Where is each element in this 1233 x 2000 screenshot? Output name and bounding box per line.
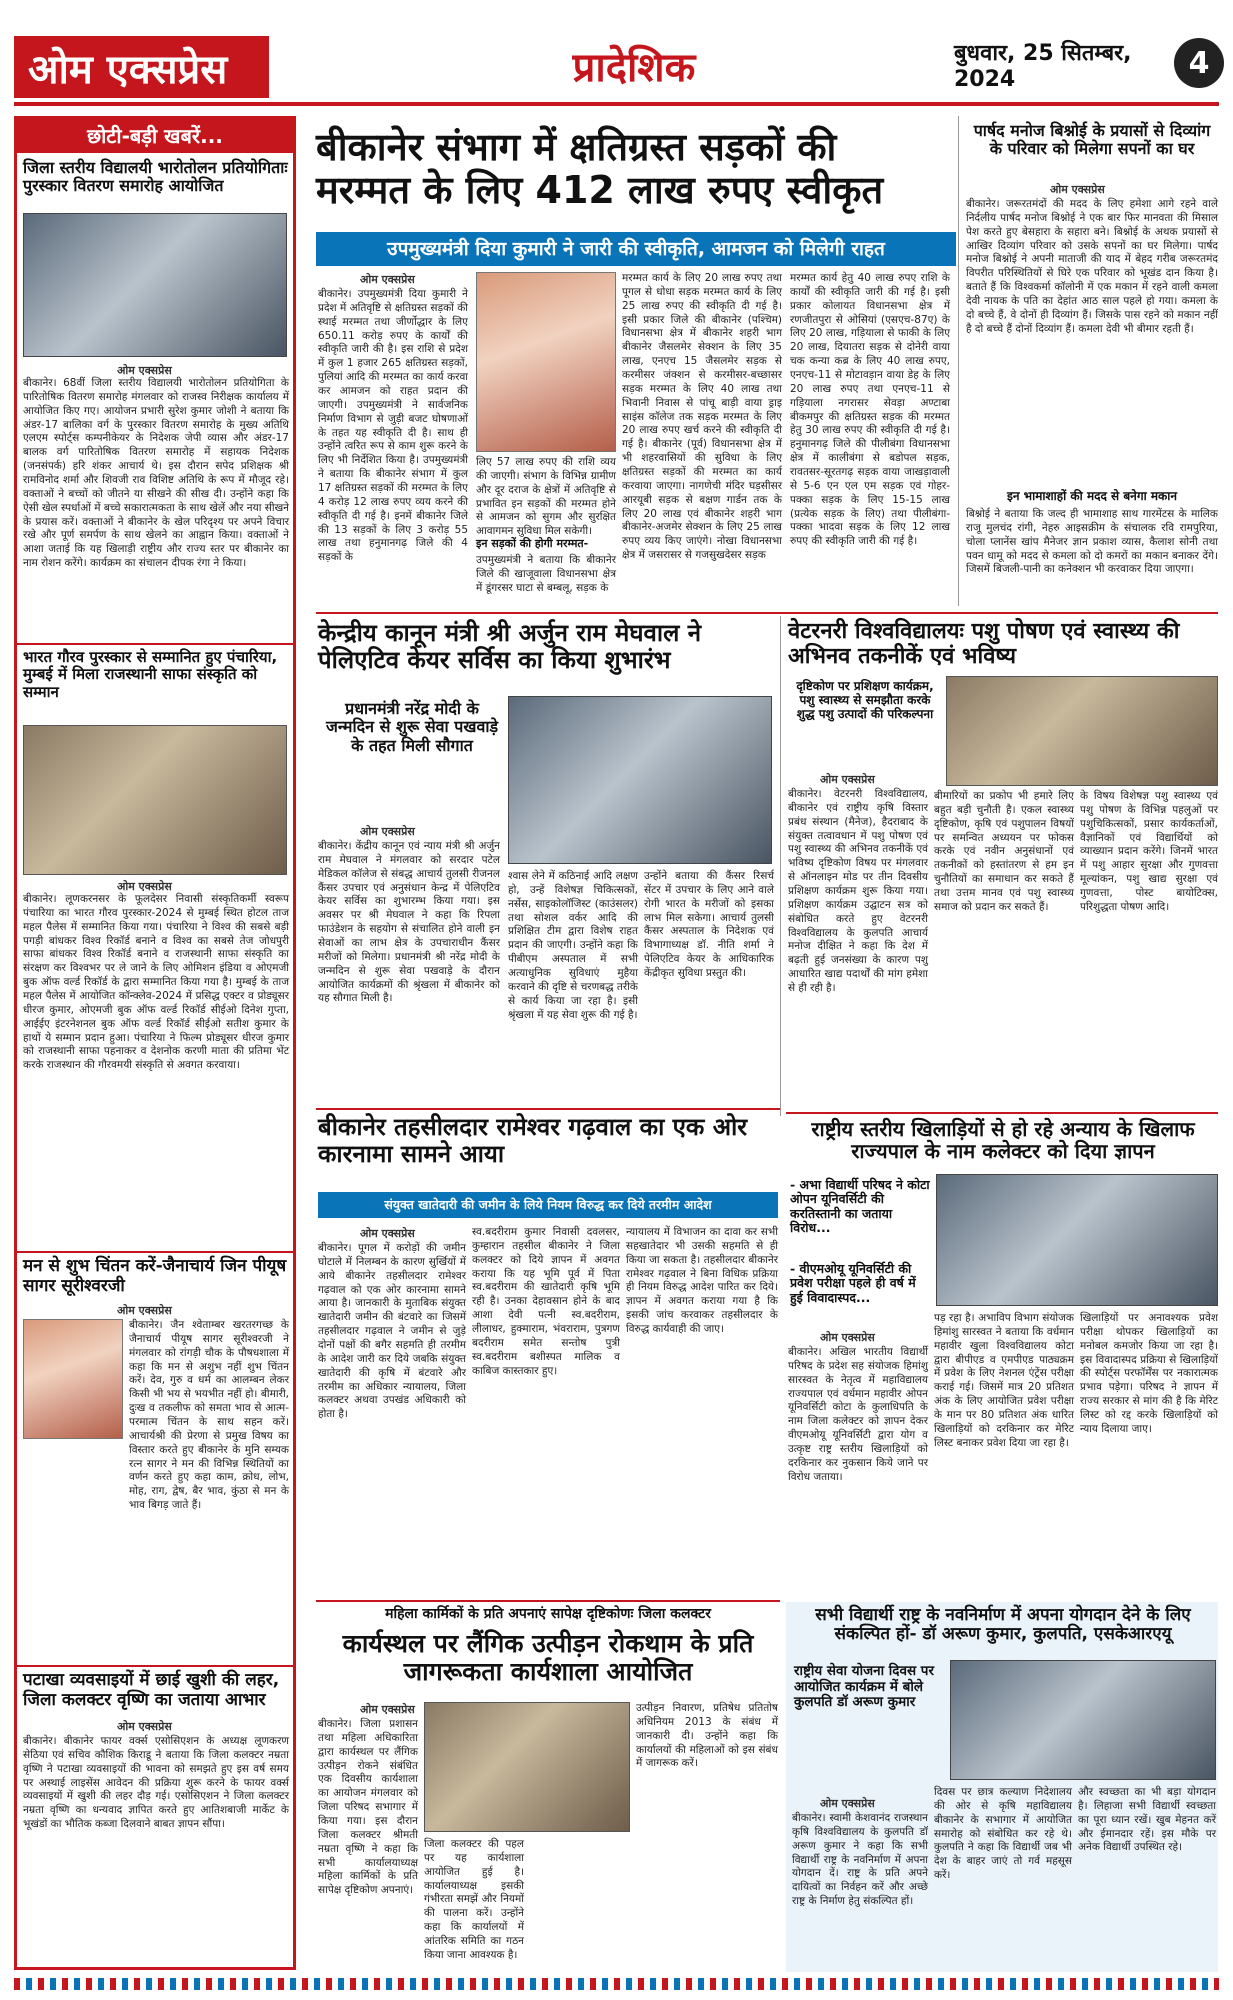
sidebar-s3-byline: ओम एक्सप्रेस (117, 1304, 172, 1317)
column-rule (958, 116, 959, 606)
sidebar-s3-title: मन से शुभ चिंतन करें-जैनाचार्य जिन पीयूष सागर सूरीश्वरजी (23, 1256, 287, 1296)
tehsildar-subhead: संयुक्त खातेदारी की जमीन के लिये नियम विरुद्ध कर दिये तरमीम आदेश (318, 1192, 778, 1218)
sidebar-s1-title: जिला स्तरीय विद्यालयी भारोतोलन प्रतियोगिताः पुरस्कार वितरण समारोह आयोजित (23, 158, 288, 196)
tehsildar-col2: स्व.बदरीराम कुमार निवासी दवलसर, कुम्हारान तहसील बीकानेर ने जिला कलक्टर को दिये ज्ञापन में अवगत कराया कि यह भूमि पूर्व में पिता स्व.बदरीराम की खातेदारी कृषि भूमि रही है। उनका देहावसान होने के बाद आशा देवी पत्नी स्व.बदरीराम, लीलाधर, हुक्माराम, भंवराराम, पुत्रगण बदरीराम समेत सन्तोष पुत्री स्व.बदरीराम बशीस्पत मालिक व काबिज कास्तकार हुए। (472, 1226, 620, 1377)
sidebar-s4-body: बीकानेर। बीकानेर फायर वर्क्स एसोसिएशन के अध्यक्ष लूणकरण सेठिया एवं सचिव कौशिक किराडू ने बताया कि जिला कलक्टर नम्रता वृष्णि ने पटाखा व्यवसाइयों की भावना को समझते हुए इस वर्ष समय पर अस्थाई लाइसेंस आवेदन की प्रक्रिया शुरू करने के फायर वर्क्स व्यवसाइयों में खुशी की लहर दौड़ गई। एसोसिएशन ने जिला कलक्टर नम्रता वृष्णि का धन्यवाद ज्ञापित करते हुए आतिशबाजी मार्केट के भूखंडों का भौतिक कब्जा दिलवाने बाबत ज्ञापन सौंपा। (23, 1735, 289, 1831)
vet-col2: बीमारियों का प्रकोप भी हमारे लिए बहुत बड़ी चुनौती है। एकल स्वास्थ्य दृष्टिकोण, कृषि एवं पशुपालन विषयों पर समन्वित अध्ययन पर फोकस करके एवं नवीन अनुसंधानों एवं तकनीकों को हस्तांतरण से हम इन चुनौतियों का समाधान कर सकते हैं तथा उत्तम मानव एवं पशु स्वास्थ्य समाज को प्रदान कर सकते हैं। (934, 790, 1074, 913)
lead-byline: ओम एक्सप्रेस (360, 273, 415, 286)
sidebar-s1-byline: ओम एक्सप्रेस (117, 364, 172, 377)
tehsildar-title: बीकानेर तहसीलदार रामेश्वर गढ़वाल का एक ओर कारनामा सामने आया (318, 1113, 748, 1168)
footer-registration-strip (14, 1978, 1219, 1990)
workshop-title: कार्यस्थल पर लैंगिक उत्पीड़न रोकथाम के प्रति जागरूकता कार्यशाला आयोजित (342, 1629, 754, 1686)
sidebar-s3-photo (23, 1319, 123, 1439)
vc-pull: राष्ट्रीय सेवा योजना दिवस पर आयोजित कार्यक्रम में बोले कुलपति डॉ अरूण कुमार (794, 1663, 934, 1711)
meghwal-col2: श्वास लेने में कठिनाई आदि लक्षण हो, उन्हें विशेषज्ञ चिकित्सकों, नर्सेस, साइकोलॉजिस्ट (काउंसलर) तथा सोशल वर्कर आदि की प्रशिक्षित टीम द्वारा विशेष राहत प्रदान की जाएगी। उन्होंने कहा कि पीबीएम अस्पताल में सभी अत्याधुनिक सुविधाएं मुहैया करवाने की दृष्टि से चरणबद्ध तरीके से कार्य किया जा रहा है। इसी श्रृंखला में यह सेवा शुरू की गई है। (508, 870, 638, 1021)
vet-col1: बीकानेर। वेटरनरी विश्वविद्यालय, बीकानेर एवं राष्ट्रीय कृषि विस्तार प्रबंध संस्थान (मैनेज), हैदराबाद के संयुक्त तत्वावधान में पशु पोषण एवं पशु स्वास्थ्य की अभिनव तकनीकें एवं भविष्य दृष्टिकोण विषय पर मंगलवार से ऑनलाइन मोड पर तीन दिवसीय प्रशिक्षण कार्यक्रम शुरू किया गया। प्रशिक्षण कार्यक्रम उद्घाटन सत्र को संबोधित करते हुए वेटरनरी विश्वविद्यालय के कुलपति आचार्य मनोज दीक्षित ने कहा कि देश में बढ़ती हुई जनसंख्या के कारण पशु आधारित खाद्य पदार्थों की मांग हमेशा से ही रही है। (788, 788, 928, 995)
workshop-photo (424, 1702, 630, 1832)
vet-col3: के विषय विशेषज्ञ पशु स्वास्थ्य एवं पशु पोषण के विभिन्न पहलुओं पर पशुचिकित्सकों, प्रसार कार्यकर्ताओं, वैज्ञानिकों एवं विद्यार्थियों को व्याख्यान प्रदान करेंगे। जिनमें भारत में पशु आहार सुरक्षा और गुणवत्ता मूल्यांकन, पशु खाद्य सुरक्षा एवं गुणवत्ता, पोस्ट बायोटिक्स, परिशुद्धता पोषण आदि। (1080, 790, 1218, 913)
tehsildar-col1: बीकानेर। पूगल में करोड़ों की जमीन घोटाले में निलम्बन के कारण सुर्खियों में आये बीकानेर तहसीलदार रामेश्वर गढ़वाल को एक ओर कारनामा सामने आया है। जानकारी के मुताबिक संयुक्त खातेदारी जमीन की बंटवारे का जिसमें तहसीलदार गढ़वाल ने जमीन से जुड़े दोनों पक्षों की बगैर सहमति ही तरमीम के आदेश जारी कर दिये जबकि संयुक्त खातेदारी की कृषि में बंटवारे और तरमीम का अधिकार न्यायालय, जिला कलक्टर अथवा उपखंड अधिकारी को होता है। (318, 1242, 466, 1421)
vc-photo (950, 1660, 1216, 1780)
meghwal-col1: बीकानेर। केंद्रीय कानून एवं न्याय मंत्री श्री अर्जुन राम मेघवाल ने मंगलवार को सरदार पटेल मेडिकल कॉलेज से संबद्ध आचार्य तुलसी रीजनल कैंसर उपचार एवं अनुसंधान केन्द्र में पेलिएटिव केयर सर्विस का शुभारम्भ किया गया। इस अवसर पर श्री मेघवाल ने कहा कि रिपला फाउंडेशन के सहयोग से संचालित होने वाली इन सेवाओं का लाभ क्षेत्र के उपचाराधीन कैंसर मरीजों को मिलेगा। प्रधानमंत्री श्री नरेंद्र मोदी के जन्मदिन से शुरू सेवा पखवाड़े के दौरान आयोजित कार्यक्रमों की श्रृंखला में बीकानेर को यह सौगात मिली है। (318, 840, 500, 1005)
meghwal-pull: प्रधानमंत्री नरेंद्र मोदी के जन्मदिन से शुरू सेवा पखवाड़े के तहत मिली सौगात (325, 699, 499, 755)
issue-date: बुधवार, 25 सितम्बर, 2024 (954, 40, 1132, 92)
sidebar-s2-title: भारत गौरव पुरस्कार से सम्मानित हुए पंचारिया, मुम्बई में मिला राजस्थानी साफा संस्कृति को सम्मान (23, 648, 278, 701)
lead-col1b: लिए 57 लाख रुपए की राशि व्यय की जाएगी। संभाग के विभिन्न ग्रामीण और दूर दराज के क्षेत्रों में अतिवृष्टि से प्रभावित इन सड़कों की मरम्मत होने से आमजन को सुगम और सुरक्षित आवागमन सुविधा मिल सकेगी। (476, 456, 616, 538)
workshop-col3: उत्पीड़न निवारण, प्रतिषेध प्रतितोष अधिनियम 2013 के संबंध में जानकारी दी। उन्होंने कहा कि कार्यालयों की महिलाओं को इस संबंध में जागरूक करें। (636, 1702, 778, 1770)
page-number: 4 (1174, 38, 1224, 88)
workshop-col2: जिला कलक्टर की पहल पर यह कार्यशाला आयोजित हुई है। कार्यालयाध्यक्ष इसकी गंभीरता समझें और नियमों की पालना करें। उन्होंने कहा कि कार्यालयों में आंतरिक समिति का गठन किया जाना आवश्यक है। (424, 1838, 524, 1961)
section-title: प्रादेशिक (572, 45, 696, 91)
governor-col1: बीकानेर। अखिल भारतीय विद्यार्थी परिषद के प्रदेश सह संयोजक हिमांशु सारस्वत के नेतृत्व में महाविद्यालय राज्यपाल एवं वर्धमान महावीर ओपन यूनिवर्सिटी कोटा के कुलाधिपति के नाम जिला कलेक्टर को ज्ञापन देकर वीएमओयू यूनिवर्सिटी द्वारा योग व उत्कृष्ट राष्ट्र स्तरीय खिलाड़ियों को दरकिनार कर नुकसान किये जाने पर विरोध जताया। (788, 1346, 928, 1483)
column-rule (780, 616, 781, 1116)
governor-photo (936, 1174, 1218, 1306)
right1-body: बीकानेर। जरूरतमंदों की मदद के लिए हमेशा आगे रहने वाले निर्दलीय पार्षद मनोज बिश्नोई ने एक बार फिर मानवता की मिसाल पेश करते हुए बेसहारा के सहारा बने। बिश्नोई के अथक प्रयासों से आखिर दिव्यांग परिवार को उसके सपनों का घर मिलेगा। पार्षद मनोज बिश्नोई ने अपनी माताजी की याद में बेहद गरीब जरूरतमंद विपरीत परिस्थितियों से घिरे एक परिवार को भूखंड दान किया है। बताते हैं कि विश्वकर्मा कॉलोनी में एक मकान में रहने वाली कमला देवी नायक के पति का देहांत आठ साल पहले हो गया। कमला के दो बच्चे हैं, वे दोनों ही दिव्यांग हैं। जिसके पास रहने को मकान नहीं है दो बच्चे हैं दोनों दिव्यांग हैं। कमला देवी भी बीमार रहती हैं। (966, 198, 1218, 335)
lead-col2: मरम्मत कार्य के लिए 20 लाख रुपए तथा पूगल से धोधा सड़क मरम्मत कार्य के लिए 25 लाख रुपए की स्वीकृति दी गई है। इसी प्रकार जिले की बीकानेर (पश्चिम) विधानसभा क्षेत्र में बीकानेर शहरी भाग बीकानेर जैसलमेर सेक्शन के लिए 35 लाख, एनएच 15 जैसलमेर सड़क से करमीसर जंक्शन से करमीसर-बच्छासर सड़क मरम्मत के लिए 40 लाख तथा भिवानी निवास से पांचू बाड़ी वाया ड्राइ साइंस कॉलेज तक सड़क मरम्मत के लिए 20 लाख रुपए खर्च करने की स्वीकृति दी गई है। बीकानेर (पूर्व) विधानसभा क्षेत्र में भी शहरवासियों की सुविधा के लिए क्षतिग्रस्त सड़कों की मरम्मत का कार्य करवाया जाएगा। नागणेची मंदिर घड़सीसर आरयूबी सड़क से बक्षण गार्डन तक के लिए 20 लाख एवं बीकानेर शहरी भाग बीकानेर-अजमेर सेक्शन के लिए 25 लाख रुपए व्यय किए जाएंगे। नोखा विधानसभा क्षेत्र में जसरासर से गजसुखदेसर सड़क (622, 272, 782, 562)
tehsildar-col3: न्यायालय में विभाजन का दावा कर सभी सहखातेदार भी उसकी सहमति से ही किया जा सकता है। तहसीलदार बीकानेर रामेश्वर गढ़वाल ने बिना विधिक प्रक्रिया ही नियम विरुद्ध आदेश पारित कर दिये। ज्ञापन में अवगत कराया गया है कि इसकी जांच करवाकर तहसीलदार के विरुद्ध कार्यवाही की जाए। (626, 1226, 778, 1336)
meghwal-byline: ओम एक्सप्रेस (360, 825, 415, 838)
vc-byline: ओम एक्सप्रेस (820, 1797, 875, 1810)
governor-pull2: - वीएमओयू यूनिवर्सिटी की प्रवेश परीक्षा पहले ही वर्ष में हुई विवादास्पद... (790, 1261, 916, 1305)
lead-col1: बीकानेर। उपमुख्यमंत्री दिया कुमारी ने प्रदेश में अतिवृष्टि से क्षतिग्रस्त सड़कों की स्थाई मरम्मत तथा जीर्णोद्धार के लिए 650.11 करोड़ रुपए के कार्यों की स्वीकृति जारी की है। इस राशि से प्रदेश में कुल 1 हजार 265 क्षतिग्रस्त सड़कों, पुलियां आदि की मरम्मत का कार्य करवा कर आमजन को राहत प्रदान की जाएगी। उपमुख्यमंत्री ने सार्वजनिक निर्माण विभाग से जुड़ी बजट घोषणाओं के तहत यह स्वीकृति दी है। साथ ही उन्होंने त्वरित रूप से काम शुरू करने के लिए भी निर्देशित किया है। उपमुख्यमंत्री ने बताया कि बीकानेर संभाग में कुल 17 क्षतिग्रस्त सड़कों की मरम्मत के लिए 4 करोड़ 12 लाख रुपए व्यय करने की स्वीकृति दी गई है। इनमें बीकानेर जिले की 13 सड़कों के लिए 3 करोड़ 55 लाख तथा हनुमानगढ़ जिले की 4 सड़कों के (318, 288, 469, 564)
right1-subhead: इन भामाशाहों की मदद से बनेगा मकान (1006, 489, 1178, 503)
divider (786, 1112, 1218, 1114)
divider (316, 1600, 780, 1602)
divider (17, 643, 293, 645)
sidebar-header: छोटी-बड़ी खबरें... (17, 119, 293, 153)
vet-title: वेटरनरी विश्वविद्यालयः पशु पोषण एवं स्वास्थ्य की अभिनव तकनीकें एवं भविष्य (788, 619, 1180, 669)
vc-col1: बीकानेर। स्वामी केशवानंद राजस्थान कृषि विश्वविद्यालय के कुलपति डॉ अरूण कुमार ने कहा कि सभी विद्यार्थी राष्ट्र के नवनिर्माण में अपना योगदान दें। राष्ट्र के प्रति अपने दायित्वों का निर्वहन करें और अच्छे राष्ट्र के निर्माण हेतु संकल्पित हों। (792, 1812, 928, 1908)
lead-col1c: उपमुख्यमंत्री ने बताया कि बीकानेर जिले की खाजूवाला विधानसभा क्षेत्र में डूंगरसर घाटा से बम्बलू, सड़क के (476, 554, 616, 594)
masthead (14, 28, 1219, 106)
lead-photo-deputy-cm (476, 272, 616, 452)
vet-photo (946, 676, 1218, 786)
sidebar-s2-photo (23, 725, 287, 875)
sidebar-s3-body: बीकानेर। जैन श्वेताम्बर खरतरगच्छ के जैनाचार्य पीयूष सागर सूरीश्वरजी ने मंगलवार को रांगड़ी चौक के पौषधशाला में कहा कि मन से अशुभ नहीं शुभ चिंतन करें। देव, गुरु व धर्म का आलम्बन लेकर किसी भी भय से भयभीत नहीं हो। बीमारी, दुःख व तकलीफ को समता भाव से आत्म-परमात्म चिंतन के साथ सहन करें। आचार्यश्री की प्रेरणा से प्रमुख विषय का विस्तार करते हुए बीकानेर के मुनि सम्यक रत्न सागर ने मन की विभिन्न स्थितियों का वर्णन करते हुए कहा काम, क्रोध, लोभ, मोह, राग, द्वेष, बैर भाव, कुंठा से मन के भाव बिगड़ जाते हैं। (129, 1319, 289, 1512)
governor-byline: ओम एक्सप्रेस (820, 1331, 875, 1344)
sidebar-short-news (14, 116, 296, 1970)
meghwal-photo (508, 696, 772, 864)
meghwal-title: केन्द्रीय कानून मंत्री श्री अर्जुन राम मेघवाल ने पेलिएटिव केयर सर्विस का किया शुभारंभ (318, 619, 702, 674)
governor-col3: खिलाड़ियों पर अनावश्यक प्रवेश परीक्षा थोपकर खिलाड़ियों का मनोबल कमजोर किया जा रहा है। इस विवादास्पद प्रक्रिया से खिलाड़ियों की स्पोर्ट्स परफॉर्मेंस पर नकारात्मक प्रभाव पड़ेगा। परिषद ने ज्ञापन में राज्य सरकार से मांग की है कि मेरिट लिस्ट को रद्द करके खिलाड़ियों को न्याय दिलाया जाए। (1080, 1312, 1218, 1435)
vc-col3: और स्वच्छता का भी बड़ा योगदान है। लिहाजा सभी विद्यार्थी स्वच्छता का पूरा ध्यान रखें। खुब मेहनत करें और ईमानदार रहें। इस मौके पर अनेक विद्यार्थी उपस्थित रहे। (1078, 1786, 1216, 1854)
vc-title: सभी विद्यार्थी राष्ट्र के नवनिर्माण में अपना योगदान देने के लिए संकल्पित हों- डॉ अरूण कुमार, कुलपति, एसकेआरएयू (815, 1605, 1191, 1645)
right1-body2: बिश्नोई ने बताया कि जल्द ही भामाशाह साथ गारमेंटस के मालिक राजू मुलचंद रांगी, नेहरु आइसक्रीम के संचालक रवि रामपुरिया, चोला प्लानेंस खांप मैनेजर ज्ञान प्रकाश व्यास, कैलाश सोनी तथा पवन धामू को मदद से कमला को दो कमरों का मकान बनाकर देंगे। जिसमें बिजली-पानी का कनेक्शन भी करवाकर दिया जाएगा। (966, 508, 1218, 576)
divider (17, 1665, 293, 1667)
right1-byline: ओम एक्सप्रेस (1050, 183, 1105, 196)
divider (316, 612, 1218, 614)
right1-title: पार्षद मनोज बिश्नोई के प्रयासों से दिव्यांग के परिवार को मिलेगा सपनों का घर (973, 121, 1211, 159)
sidebar-s4-title: पटाखा व्यवसाइयों में छाई खुशी की लहर, जिला कलक्टर वृष्णि का जताया आभार (23, 1670, 280, 1710)
divider (316, 1108, 780, 1110)
vet-pull: दृष्टिकोण पर प्रशिक्षण कार्यक्रम, पशु स्वास्थ्य से समझौता करके शुद्ध पशु उत्पादों की परिकल्पना (796, 679, 934, 721)
workshop-col1: बीकानेर। जिला प्रशासन तथा महिला अधिकारिता द्वारा कार्यस्थल पर लैंगिक उत्पीड़न रोकने संबंधित एक दिवसीय कार्यशाला का आयोजन मंगलवार को जिला परिषद सभागार में किया गया। इस दौरान जिला कलक्टर श्रीमती नम्रता वृष्णि ने कहा कि सभी कार्यालयाध्यक्ष महिला कार्मिकों के प्रति सापेक्ष दृष्टिकोण अपनाएं। (318, 1718, 418, 1897)
meghwal-col3: उन्होंने बताया की कैंसर रिसर्च सेंटर में उपचार के लिए आने वाले रोगी भारत के मरीजों को इसका लाभ मिल सकेगा। आचार्य तुलसी कैंसर अस्पताल के निदेशक एवं विभागाध्यक्ष डॉ. नीति शर्मा ने पेलिएटिव केयर के आधिकारिक केंद्रीकृत सुविधा प्रस्तुत की। (644, 870, 774, 980)
divider (17, 1251, 293, 1253)
brand-logo: ओम एक्सप्रेस (14, 36, 269, 98)
governor-pull1: - अभा विद्यार्थी परिषद ने कोटा ओपन यूनिवर्सिटी की करतिस्तानी का जताया विरोध... (790, 1177, 930, 1236)
sidebar-s3-body-cont (23, 1443, 289, 1661)
sidebar-s4-byline: ओम एक्सप्रेस (117, 1720, 172, 1733)
lead-headline: बीकानेर संभाग में क्षतिग्रस्त सड़कों की मरम्मत के लिए 412 लाख रुपए स्वीकृत (316, 125, 884, 212)
lead-subhead2: इन सड़कों की होगी मरम्मत- (476, 537, 589, 550)
sidebar-s2-body: बीकानेर। लूणकरनसर के फूलदेसर निवासी संस्कृतिकर्मी स्वरूप पंचारिया का भारत गौरव पुरस्कार-2024 से मुम्बई स्थित होटल ताज महल पैलेस में सम्मानित किया गया। पंचारिया ने विश्व की सबसे बड़ी पगड़ी बांधकर विश्व रिकॉर्ड बनाने व विश्व का सबसे तेज जोधपुरी साफा बांधकर विश्व रिकॉर्ड बनाने व राजस्थानी साफा संस्कृति का संरक्षण कर विश्वभर पर ले जाने के लिए ओमिशन इंडिया व ओएमजी बुक ऑफ वर्ल्ड रिकॉर्ड के द्वारा सम्मानित किया गया है। मुम्बई के ताज महल पैलेस में आयोजित कॉन्क्लेव-2024 में प्रसिद्ध एक्टर व प्रोड्यूसर धीरज कुमार, ओएमजी बुक ऑफ वर्ल्ड रिकॉर्ड सीईओ दिनेश गुप्ता, आईईए इंटरनेशनल बुक ऑफ वर्ल्ड रिकॉर्ड सीईओ सतीश कुमार के हाथों ये सम्मान प्रदान हुआ। पंचारिया ने फिल्म प्रोड्यूसर धीरज कुमार को राजस्थानी साफा पहनाकर व देशनोक करणी माता की प्रतिमा भेंट करके राजस्थान की गौरवमयी संस्कृति से अवगत करवाया। (23, 893, 289, 1072)
sidebar-s2-byline: ओम एक्सप्रेस (117, 880, 172, 893)
vc-col2: दिवस पर छात्र कल्याण निदेशालय की ओर से कृषि महाविद्यालय बीकानेर के सभागार में आयोजित समारोह को संबोधित कर रहे थे। कुलपति ने कहा कि विद्यार्थी जब भी देश के बाहर जाएं तो गर्व महसूस करें। (934, 1786, 1072, 1882)
sidebar-s1-photo (23, 213, 287, 357)
sidebar-s1-body: बीकानेर। 68वीं जिला स्तरीय विद्यालयी भारोतोलन प्रतियोगिता के पारितोषिक वितरण समारोह मंगलवार को राजस्व निरीक्षक कार्यालय में आयोजित किए गए। आयोजन प्रभारी सुरेश कुमार जोशी ने बताया कि अंडर-17 बालिका वर्ग के पुरस्कार वितरण समारोह के मुख्य अतिथि एलएम स्पोर्ट्स कम्पनीकेयर के निदेशक जेपी व्यास और अंडर-17 बालक वर्ग पारितोषिक वितरण समारोह में सहायक निदेशक (जनसंपर्क) हरि शंकर आचार्य थे। इस दौरान सपेद प्रशिक्षक श्री रामविनोद शर्मा और शिवजी राव विशिष्ट अतिथि के रूप में मौजूद रहे। वक्ताओं ने बच्चों को जीतने या सीखने की सीख दी। उन्होंने कहा कि ऐसी खेल स्पर्धाओं में बच्चे सकारात्मकता के साथ खेलें और नया सीखने के प्रयास करें। वक्ताओं ने बीकानेर के खेल परिदृश्य पर अपने विचार रखे और पूर्ण समर्पण के साथ खेलने का आह्वान किया। वक्ताओं ने आशा जताई कि यह खिलाड़ी राष्ट्रीय और राज्य स्तर पर बीकानेर का नाम रोशन करेंगे। कार्यक्रम का संचालन दीपक रंगा ने किया। (23, 377, 290, 570)
workshop-kicker: महिला कार्मिकों के प्रति अपनाएं सापेक्ष दृष्टिकोणः जिला कलक्टर (385, 1606, 711, 1622)
tehsildar-byline: ओम एक्सप्रेस (360, 1227, 415, 1240)
lead-col3: मरम्मत कार्य हेतु 40 लाख रुपए राशि के कार्यों की स्वीकृति जारी की गई है। इसी प्रकार कोलायत विधानसभा क्षेत्र में रणजीतपुरा से ओसियां (एसएच-87ए) के लिए 20 लाख, गड़ियाला से फाकी के लिए 20 लाख, दियातरा सड़क से दोनेरी वाया चक कन्या कब्र के लिए 40 लाख रुपए, एनएच-11 से मोटावड़ान वाया डेह के लिए 20 लाख रुपए तथा एनएच-11 से गड़ियाला नगरासर सेवड़ा अण्टाबा बीकमपुर की क्षतिग्रस्त सड़क की मरम्मत हेतु 30 लाख रुपए की स्वीकृति दी गई है। हनुमानगढ़ जिले की पीलीबंगा विधानसभा क्षेत्र में कालीबंगा से बडोपल सड़क, रावतसर-सूरतगढ़ सड़क वाया जाखड़ावाली से 5-6 एन एल एम सड़क एवं गोहर-पक्का सड़क के लिए 15-15 लाख (प्रत्येक सड़क के लिए) तथा पीलीबंगा-पक्का भादवा सड़क के लिए 12 लाख रुपए की स्वीकृति जारी की गई है। (790, 272, 950, 548)
governor-title: राष्ट्रीय स्तरीय खिलाड़ियों से हो रहे अन्याय के खिलाफ राज्यपाल के नाम कलेक्टर को दिया ज्ञापन (811, 1117, 1195, 1164)
lead-subhead: उपमुख्यमंत्री दिया कुमारी ने जारी की स्वीकृति, आमजन को मिलेगी राहत (316, 232, 956, 266)
vet-byline: ओम एक्सप्रेस (820, 773, 875, 786)
workshop-byline: ओम एक्सप्रेस (360, 1703, 415, 1716)
governor-col2: पड़ रहा है। अभाविप विभाग संयोजक हिमांशु सारस्वत ने बताया कि वर्धमान महावीर खुला विश्वविद्यालय कोटा द्वारा बीपीएड व एमपीएड पाठ्यक्रम में प्रवेश के लिए नेशनल एंट्रेंस परीक्षा कराई गई। जिसमें मात्र 20 प्रतिशत अंक के लिए आयोजित प्रवेश परीक्षा के मान पर 80 प्रतिशत अंक धारित खिलाड़ियों को दरकिनार कर मेरिट लिस्ट बनाकर प्रवेश दिया जा रहा है। (934, 1312, 1074, 1449)
